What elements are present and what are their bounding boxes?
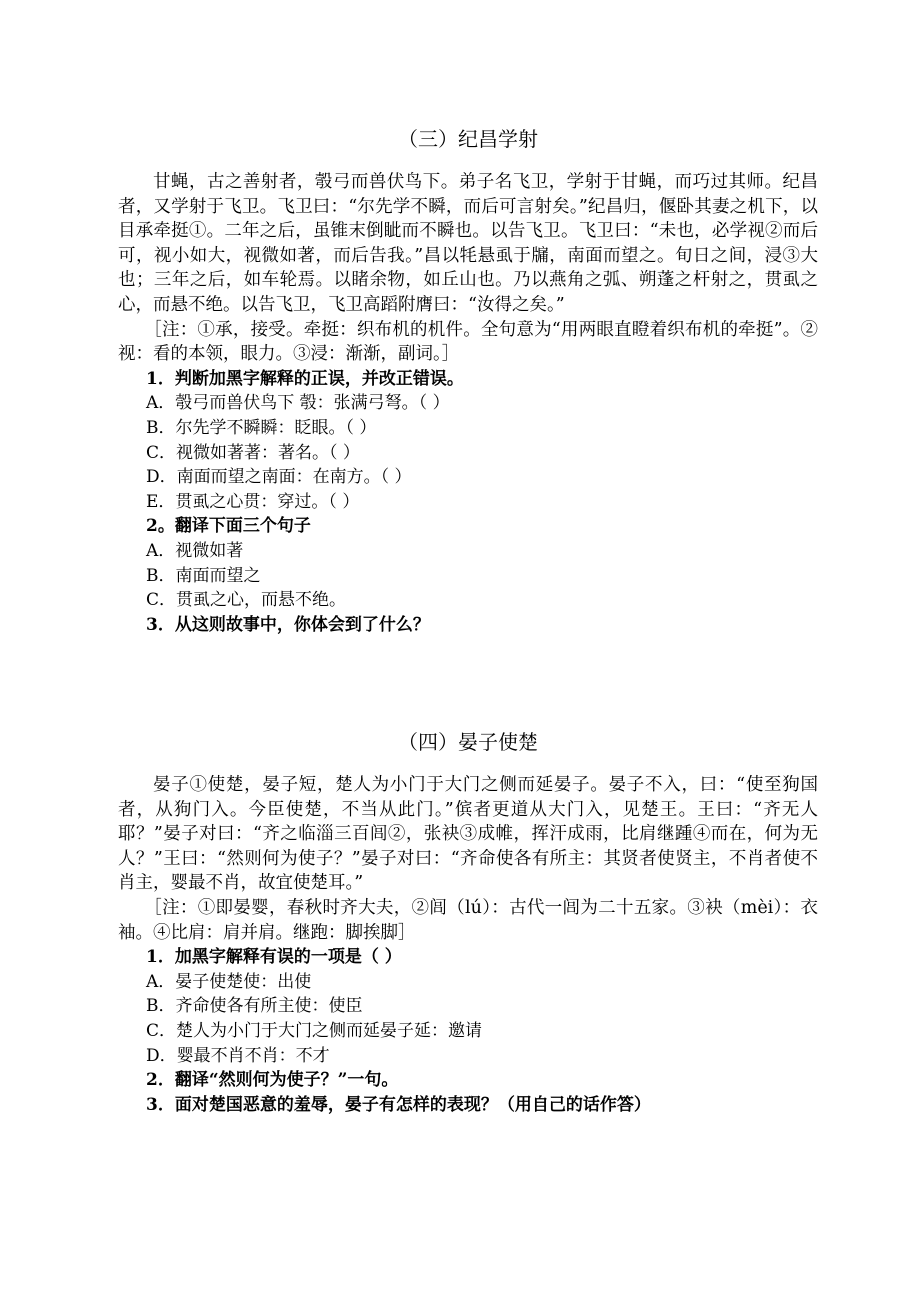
question-1: 1．加黑字解释有误的一项是（ ）: [146, 947, 402, 968]
translate-a: A．视微如著: [146, 540, 244, 561]
passage: 晏子①使楚，晏子短，楚人为小门于大门之侧而延晏子。晏子不入，曰：“使至狗国者，从狗门入。今臣使楚，不当从此门。”傧者更道从大门入，见楚王。王曰：“齐无人耶？”晏子对曰：“齐之临淄三百闾②，张袂③成帷，挥汗成雨，比肩继踵④而在，何为无人？”王曰：“然则何为使子？”晏子对曰：“齐命使各有所主：其贤者使贤主，不肖者使不肖主，婴最不肖，故宜使楚耳。”: [118, 775, 818, 894]
section-yanzi: [118, 727, 818, 1117]
annotation-note: ［注：①承，接受。牵挺：织布机的机件。全句意为“用两眼直瞪着织布机的牵挺”。②视：看的本领，眼力。③浸：渐渐，副词。］: [118, 319, 818, 365]
option-d: D．南面而望之南面：在南方。（ ）: [146, 467, 412, 488]
option-c: C．楚人为小门于大门之侧而延晏子延：邀请: [146, 1020, 483, 1041]
option-b: B．尔先学不瞬瞬：眨眼。（ ）: [146, 417, 377, 438]
option-a: A．晏子使楚使：出使: [146, 971, 312, 992]
question-1: 1．判断加黑字解释的正误，并改正错误。: [146, 368, 464, 389]
option-a: A．彀弓而兽伏鸟下 彀：张满弓弩。（ ）: [146, 393, 450, 414]
section-title: （三）纪昌学射: [398, 127, 538, 151]
translate-b: B．南面而望之: [146, 565, 261, 586]
question-2: 2．翻译“然则何为使子？”一句。: [146, 1070, 399, 1091]
passage: 甘蝇，古之善射者，彀弓而兽伏鸟下。弟子名飞卫，学射于甘蝇，而巧过其师。纪昌者，又学射于飞卫。飞卫曰：“尔先学不瞬，而后可言射矣。”纪昌归，偃卧其妻之机下，以目承牵挺①。二年之后，虽锥末倒眦而不瞬也。以告飞卫。飞卫曰：“未也，必学视②而后可，视小如大，视微如著，而后告我。”昌以牦悬虱于牖，南面而望之。旬日之间，浸③大也；三年之后，如车轮焉。以睹余物，如丘山也。乃以燕角之弧、朔蓬之杆射之，贯虱之心，而悬不绝。以告飞卫，飞卫高蹈附膺曰：“汝得之矣。”: [118, 172, 818, 315]
section-title: （四）晏子使楚: [398, 730, 538, 754]
translate-c: C．贯虱之心，而悬不绝。: [146, 590, 347, 611]
option-e: E．贯虱之心贯：穿过。（ ）: [146, 491, 360, 512]
option-d: D．婴最不肖不肖：不才: [146, 1045, 330, 1066]
question-2: 2。翻译下面三个句子: [146, 516, 311, 537]
option-c: C．视微如著著：著名。（ ）: [146, 442, 360, 463]
question-3: 3．从这则故事中，你体会到了什么？: [146, 614, 430, 635]
option-b: B．齐命使各有所主使：使臣: [146, 996, 363, 1017]
question-3: 3．面对楚国恶意的羞辱，晏子有怎样的表现？（用自己的话作答）: [146, 1094, 651, 1115]
section-ji-chang: [118, 124, 818, 637]
annotation-note: ［注：①即晏婴，春秋时齐大夫，②闾（lú）：古代一闾为二十五家。③袂（mèi）：衣袖。④比肩：肩并肩。继跑：脚挨脚］: [118, 897, 818, 943]
